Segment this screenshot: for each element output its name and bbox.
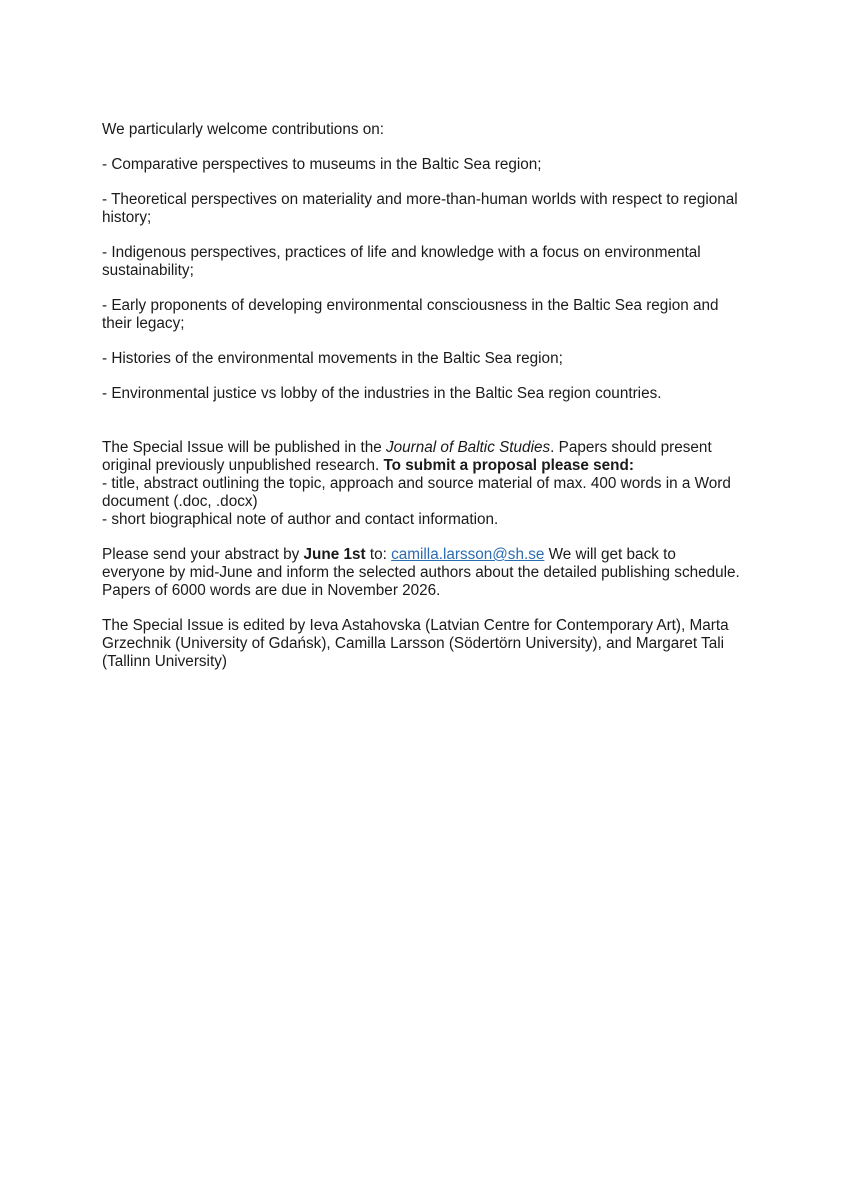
intro-text: We particularly welcome contributions on:: [102, 121, 384, 138]
deadline-paragraph: [102, 546, 742, 600]
requirement-item: - short biographical note of author and contact information.: [102, 511, 499, 528]
requirement-item: - title, abstract outlining the topic, approach and source material of max. 400 words in a Word document (.doc, .docx): [102, 475, 731, 510]
deadline-date: June 1st: [303, 546, 366, 563]
topic-item: - Comparative perspectives to museums in the Baltic Sea region;: [102, 156, 542, 173]
journal-title: Journal of Baltic Studies: [386, 439, 551, 456]
deadline-to: to:: [365, 546, 392, 563]
topic-item: - Theoretical perspectives on materiality and more-than-human worlds with respect to regional history;: [102, 191, 738, 226]
publication-paragraph: [102, 439, 742, 529]
publication-lead: The Special Issue will be published in the: [102, 439, 387, 456]
submit-heading: To submit a proposal please send:: [383, 457, 634, 474]
topic-item: - Indigenous perspectives, practices of life and knowledge with a focus on environmental sustainability;: [102, 244, 701, 279]
topic-item: - Early proponents of developing environmental consciousness in the Baltic Sea region and their legacy;: [102, 297, 719, 332]
topic-item: - Histories of the environmental movements in the Baltic Sea region;: [102, 350, 563, 367]
topic-item: - Environmental justice vs lobby of the industries in the Baltic Sea region countries.: [102, 385, 662, 402]
email-link[interactable]: camilla.larsson@sh.se: [391, 546, 545, 563]
document-page: [102, 121, 742, 688]
deadline-rest: We will get back to everyone by mid-June and inform the selected authors about the detailed publishing schedule. Papers of 6000 words are due in November 2026.: [102, 546, 740, 599]
deadline-lead: Please send your abstract by: [102, 546, 304, 563]
editors-paragraph: The Special Issue is edited by Ieva Astahovska (Latvian Centre for Contemporary Art), Marta Grzechnik (University of Gdańsk), Camilla Larsson (Södertörn University), and Margaret Tali (Tallinn University): [102, 617, 729, 670]
publication-rest: . Papers should present original previously unpublished research.: [102, 439, 712, 474]
